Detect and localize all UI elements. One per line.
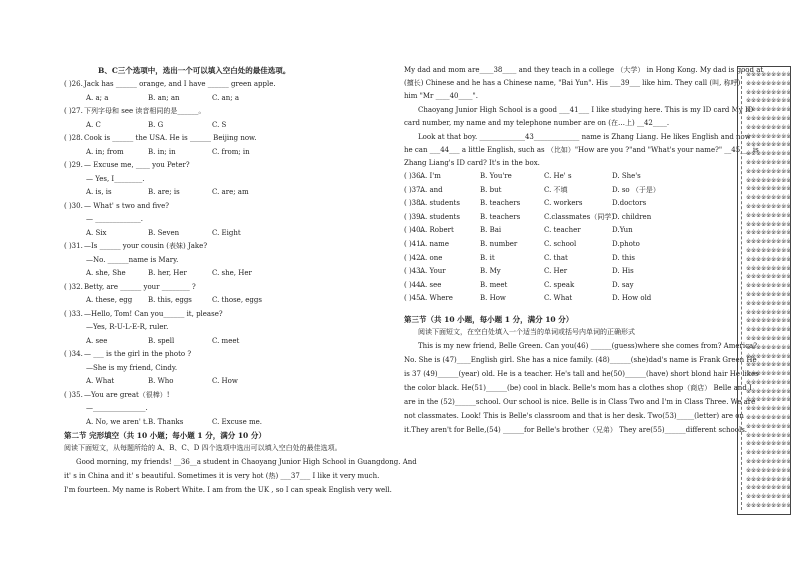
passage-line: not classmates. Look! This is Belle's classroom and that is her desk. Two(53)_____(letter) are on <box>404 412 744 420</box>
option-a: A. Where <box>420 294 453 303</box>
option-a: A. students <box>420 199 460 208</box>
option-c: C. teacher <box>544 226 581 235</box>
question-stem: Jack has ______ orange, and I have ______ green apple. <box>84 80 276 88</box>
option-a: A. in; from <box>86 147 124 156</box>
option-a: A. these, egg <box>86 296 133 304</box>
option-a: A. see <box>420 280 442 289</box>
option-number: ( )42. <box>404 253 423 262</box>
question-stem: — Excuse me, ____ you Peter? <box>84 161 190 169</box>
option-a: A. one <box>420 253 443 262</box>
question-stem-reply: — Yes, I________. <box>86 174 145 183</box>
option-number: ( )41. <box>404 240 423 248</box>
option-a: A. is, is <box>86 188 112 196</box>
option-a: A. name <box>420 240 449 248</box>
option-c: C. Eight <box>212 228 241 237</box>
passage-line: Chaoyang Junior High School is a good ___41___ I like studying here. This is my ID card My ID <box>418 106 754 114</box>
question-stem: —Is ______ your cousin (表妹) Jake? <box>84 242 208 250</box>
option-c: C.classmates（同学） <box>544 212 619 221</box>
option-a: A. see <box>86 336 108 345</box>
binding-pattern: ※※※※※※※※※ ※※※※※※※※※ ※※※※※※※※※ ※※※※※※※※※ ※※※※※※※※※ ※※※※※※※※※ ※※※※※※※※※ ※※※※※※※※※ ※※※※※※※※※ ※※※※※※※※※ ※※※※※※※※※ ※※※※※※※※※ ※※※※※※※※※ ※※※※※※※※※ ※※※※※※※※※ ※※※※※※※※※ ※※※※※※※※※ ※※※※※※※※※ ※※※※※※※※※ ※※※※※※※※※ ※※※※※※※※※ ※※※※※※※※※ ※※※※※※※※※ ※※※※※※※※※ ※※※※※※※※※ ※※※※※※※※※ ※※※※※※※※※ ※※※※※※※※※ ※※※※※※※※※ ※※※※※※※※※ ※※※※※※※※※ ※※※※※※※※※ ※※※※※※※※※ ※※※※※※※※※ ※※※※※※※※※ ※※※※※※※※※ ※※※※※※※※※ ※※※※※※※※※ ※※※※※※※※※ ※※※※※※※※※ ※※※※※※※※※ ※※※※※※※※※ ※※※※※※※※※ ※※※※※※※※※ ※※※※※※※※※ ※※※※※※※※※ ※※※※※※※※※ ※※※※※※※※※ ※※※※※※※※※ ※※※※※※※※※ <box>746 71 792 510</box>
option-b: B. G <box>148 120 164 129</box>
option-a: A. No, we aren' t. <box>86 417 149 426</box>
option-a: A. Robert <box>420 226 454 235</box>
option-d: D. How old <box>612 294 652 303</box>
option-c: C. How <box>212 377 238 385</box>
option-number: ( )45. <box>404 294 423 303</box>
option-b: B. meet <box>480 280 508 289</box>
question-stem-reply: —She is my friend, Cindy. <box>86 363 178 372</box>
question-number: ( )28. <box>64 134 83 142</box>
question-number: ( )26. <box>64 80 83 88</box>
option-d: D. She's <box>612 172 641 180</box>
passage-line: I'm fourteen. My name is Robert White. I am from the UK , so I can speak English very well. <box>64 486 392 494</box>
passage-line: are in the (52)______school. Our school is nice. Belle is in Class Two and I'm in Class Three. We are <box>404 398 756 406</box>
passage-line: is 37 (49)______(year) old. He is a teacher. He's tall and he(50)______(have) short blond hair He likes <box>404 370 759 378</box>
option-b: B. Thanks <box>148 417 184 426</box>
question-stem: Betty, are ______ your ________ ? <box>84 282 196 291</box>
option-a: A. Your <box>420 267 446 276</box>
question-number: ( )31. <box>64 242 83 250</box>
option-c: C. He' s <box>544 172 572 180</box>
passage-line: it.They aren't for Belle,(54) ______for Belle's brother（兄弟） They are(55)______different schools. <box>404 426 748 434</box>
option-number: ( )37. <box>404 185 423 194</box>
passage-line: My dad and mom are____38____ and they teach in a college （大学） in Hong Kong. My dad is good at <box>404 66 764 74</box>
question-stem: —Hello, Tom! Can you______ it, please? <box>84 309 223 318</box>
question-stem: —You are great（很棒）! <box>84 390 170 399</box>
section3-instruction: 阅读下面短文，在空白处填入一个适当的单词或括号内单词的正确形式 <box>418 328 635 336</box>
question-stem: 下列字母和 see 读音相同的是______。 <box>84 107 206 115</box>
option-a: A. C <box>86 120 101 129</box>
question-stem-reply: —_______________. <box>86 404 148 412</box>
passage-line: This is my new friend, Belle Green. Can you(46) ______(guess)where she comes from? America? <box>418 342 757 350</box>
option-b: B. Who <box>148 377 174 385</box>
option-b: B. My <box>480 267 501 276</box>
question-number: ( )35. <box>64 390 83 399</box>
option-number: ( )39. <box>404 212 423 221</box>
passage-line: him "Mr ____40____". <box>404 92 478 100</box>
option-b: B. an; an <box>148 93 180 102</box>
option-number: ( )44. <box>404 280 423 289</box>
option-b: B. You're <box>480 172 512 180</box>
option-b: B. it <box>480 253 495 262</box>
option-a: A. Six <box>86 228 107 237</box>
passage-line: No. She is (47)____English girl. She has a nice family. (48)______(she)dad's name is Frank Green He <box>404 356 757 364</box>
question-number: ( )33. <box>64 309 83 318</box>
option-b: B. How <box>480 294 506 303</box>
section3-heading: 第三节（共 10 小题，每小题 1 分，满分 10 分） <box>404 315 574 324</box>
binding-margin <box>737 66 791 515</box>
question-stem-reply: —Yes, R-U-L-E-R, ruler. <box>86 323 169 331</box>
option-b: B. number <box>480 240 518 248</box>
passage-line: Zhang Liang's ID card? It's in the box. <box>404 159 540 167</box>
option-b: B. her, Her <box>148 269 187 277</box>
option-c: C. 不填 <box>544 185 568 194</box>
option-number: ( )38. <box>404 199 423 208</box>
passage-line: Look at that boy. _____________43_____________ name is Zhang Liang. He likes English and now <box>418 133 751 141</box>
option-d: D. say <box>612 280 634 289</box>
option-b: B. are; is <box>148 188 180 196</box>
option-c: C. school <box>544 240 577 248</box>
section2-instruction: 阅读下面短文，从每题所给的 A、B、C、D 四个选项中选出可以填入空白处的最佳选项。 <box>64 444 342 452</box>
binding-divider <box>741 71 742 510</box>
option-d: D. children <box>612 212 652 221</box>
question-number: ( )34. <box>64 350 83 358</box>
option-c: C. from; in <box>212 147 250 156</box>
option-d: D. this <box>612 253 635 262</box>
option-c: C. speak <box>544 280 575 289</box>
option-c: C. S <box>212 120 227 129</box>
option-a: A. What <box>86 377 115 385</box>
option-a: A. I'm <box>420 172 441 180</box>
question-stem: — ___ is the girl in the photo ? <box>84 350 192 358</box>
option-c: C. she, Her <box>212 269 252 277</box>
option-b: B. this, eggs <box>148 296 192 304</box>
option-number: ( )40. <box>404 226 423 235</box>
option-c: C. meet <box>212 336 240 345</box>
option-d: D.Yun <box>612 226 633 235</box>
option-b: B. teachers <box>480 199 521 208</box>
option-number: ( )43. <box>404 267 423 276</box>
option-a: A. and <box>420 185 443 194</box>
option-a: A. she, She <box>86 269 126 277</box>
option-d: D. so （于是） <box>612 185 660 194</box>
option-c: C. Excuse me. <box>212 417 263 426</box>
question-stem: — What' s two and five? <box>84 201 170 210</box>
passage-line: he can ___44___ a little English, such as （比如）"How are you ?"and "What's your name?" __45___ is <box>404 146 759 154</box>
question-stem-reply: —No. ______name is Mary. <box>86 255 179 264</box>
passage-line: card number, my name and my telephone number are on (在…上) __42____. <box>404 119 670 127</box>
option-d: D. His <box>612 267 634 276</box>
option-c: C. an; a <box>212 93 239 102</box>
option-b: B. Seven <box>148 228 180 237</box>
option-b: B. but <box>480 185 502 194</box>
passage-line: Good morning, my friends! __36__a student in Chaoyang Junior High School in Guangdong. And <box>76 458 417 466</box>
option-number: ( )36. <box>404 172 423 180</box>
passage-line: the color black. He(51)______(be) cool in black. Belle's mom has a clothes shop（商店） Belle and I <box>404 384 752 392</box>
section-instruction: B、C三个选项中，选出一个可以填入空白处的最佳选项。 <box>98 66 291 75</box>
option-c: C. workers <box>544 199 583 208</box>
section2-heading: 第二节 完形填空（共 10 小题；每小题 1 分，满分 10 分） <box>64 431 266 440</box>
question-number: ( )29. <box>64 161 83 169</box>
passage-line: (擅长) Chinese and he has a Chinese name, "Bai Yun". His ___39___ like him. They call (叫, 称呼) <box>404 79 741 87</box>
question-number: ( )30. <box>64 201 83 210</box>
option-b: B. in; in <box>148 147 176 156</box>
option-a: A. a; a <box>86 93 109 102</box>
option-d: D.doctors <box>612 199 647 208</box>
question-number: ( )32. <box>64 282 83 291</box>
option-c: C. those, eggs <box>212 296 262 304</box>
question-stem: Cook is ______ the USA. He is ______ Beijing now. <box>84 134 257 142</box>
option-c: C. are; am <box>212 188 249 196</box>
passage-line: it' s in China and it' s beautiful. Sometimes it is very hot (热) ___37___ I like it very much. <box>64 472 380 480</box>
question-stem-reply: — _____________. <box>86 215 143 223</box>
option-b: B. spell <box>148 336 175 345</box>
option-c: C. that <box>544 253 568 262</box>
option-c: C. Her <box>544 267 568 276</box>
option-d: D.photo <box>612 240 640 248</box>
option-a: A. students <box>420 212 460 221</box>
question-number: ( )27. <box>64 107 83 115</box>
option-b: B. teachers <box>480 212 521 221</box>
option-b: B. Bai <box>480 226 502 235</box>
option-c: C. What <box>544 294 573 303</box>
